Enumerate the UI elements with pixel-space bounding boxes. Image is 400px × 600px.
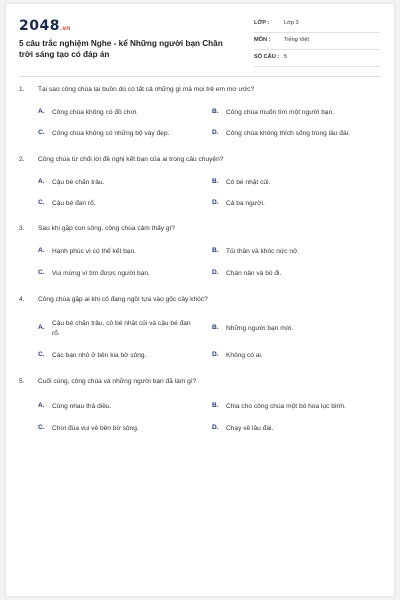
option-text: Chạy về lâu đài. [226,425,274,432]
option-letter: A. [38,108,45,115]
option-text: Cùng nhau thả diều. [52,403,112,410]
option-letter: B. [212,247,219,254]
meta-row-subject [254,35,380,50]
option-text: Công chúa không có những bộ váy đẹp. [52,130,170,137]
option-letter: B. [212,324,219,331]
question-number: 2. [19,156,25,163]
option-letter: B. [212,178,219,185]
option-text: Cô bé nhặt củi. [226,179,271,186]
option-letter: C. [38,351,45,358]
meta-panel [254,18,380,69]
question-text: Cuối cùng, công chúa và những người bạn đã làm gì? [38,378,197,385]
option-text: Tủi thân và khóc nức nở. [226,248,300,255]
option-letter: D. [212,129,219,136]
question-number: 4. [19,296,25,303]
option-text: Chán nản và bỏ đi. [226,270,282,277]
meta-label: SỐ CÂU : [254,54,280,60]
option-text: Các bạn nhỏ ở bên kia bờ sông. [52,352,147,359]
option-text: Chơi đùa vui vẻ bên bờ sông. [52,425,139,432]
option-text: Công chúa không thích sống trong lâu đài. [226,130,350,137]
meta-value: Tiếng Việt [284,37,309,43]
question-number: 5. [19,378,25,385]
option-letter: C. [38,424,45,431]
header-divider [19,76,380,77]
meta-value: 5 [284,54,288,60]
option-text: Cả ba người. [226,200,265,207]
logo-suffix: .vn [59,25,71,32]
meta-label: LỚP : [254,20,270,26]
option-text: Cậu bé chăn trâu, cô bé nhặt củi và cậu bé đan rổ. [52,320,191,337]
option-letter: A. [38,324,45,331]
option-letter: A. [38,178,45,185]
option-text: Vui mừng vì tìm được người bạn. [52,270,150,277]
option-letter: A. [38,402,45,409]
logo-text: 2048 [19,18,60,34]
meta-row-count [254,52,380,67]
option-letter: C. [38,129,45,136]
option-text: Cậu bé đan rổ. [52,200,96,207]
question-text: Công chúa gặp ai khi cô đang ngồi tựa vào gốc cây khóc? [38,296,208,303]
option-letter: B. [212,108,219,115]
option-letter: D. [212,199,219,206]
meta-label: MÔN : [254,37,271,43]
option-text: Hạnh phúc vì có thể kết bạn. [52,248,136,255]
option-text: Cậu bé chăn trâu. [52,179,105,186]
option-letter: A. [38,247,45,254]
option-letter: C. [38,199,45,206]
document-page [6,4,394,596]
option-letter: D. [212,351,219,358]
option-letter: C. [38,269,45,276]
question-number: 3. [19,225,25,232]
option-text: Công chúa không có đồ chơi. [52,109,139,116]
option-letter: D. [212,269,219,276]
option-letter: B. [212,402,219,409]
question-text: Công chúa từ chối lời đề nghị kết bạn của ai trong câu chuyện? [38,156,224,163]
option-text: Những người bạn mới. [226,325,294,332]
option-text: Chia cho công chúa một bó hoa lục bình. [226,403,346,410]
question-text: Tại sao công chúa lại buồn dù có tất cả những gì mà mọi trẻ em mơ ước? [38,86,255,93]
question-text: Sau khi gặp con sông, công chúa cảm thấy gì? [38,225,176,232]
document-title: 5 câu trắc nghiệm Nghe - kể Những người bạn Chân trời sáng tạo có đáp án [19,39,223,59]
meta-row-class [254,18,380,33]
site-logo[interactable] [19,18,70,34]
option-text: Công chúa muốn tìm một người bạn. [226,109,335,116]
option-text: Không có ai. [226,352,263,359]
meta-value: Lớp 3 [284,20,299,26]
question-number: 1. [19,86,25,93]
option-letter: D. [212,424,219,431]
document-header [19,18,380,78]
